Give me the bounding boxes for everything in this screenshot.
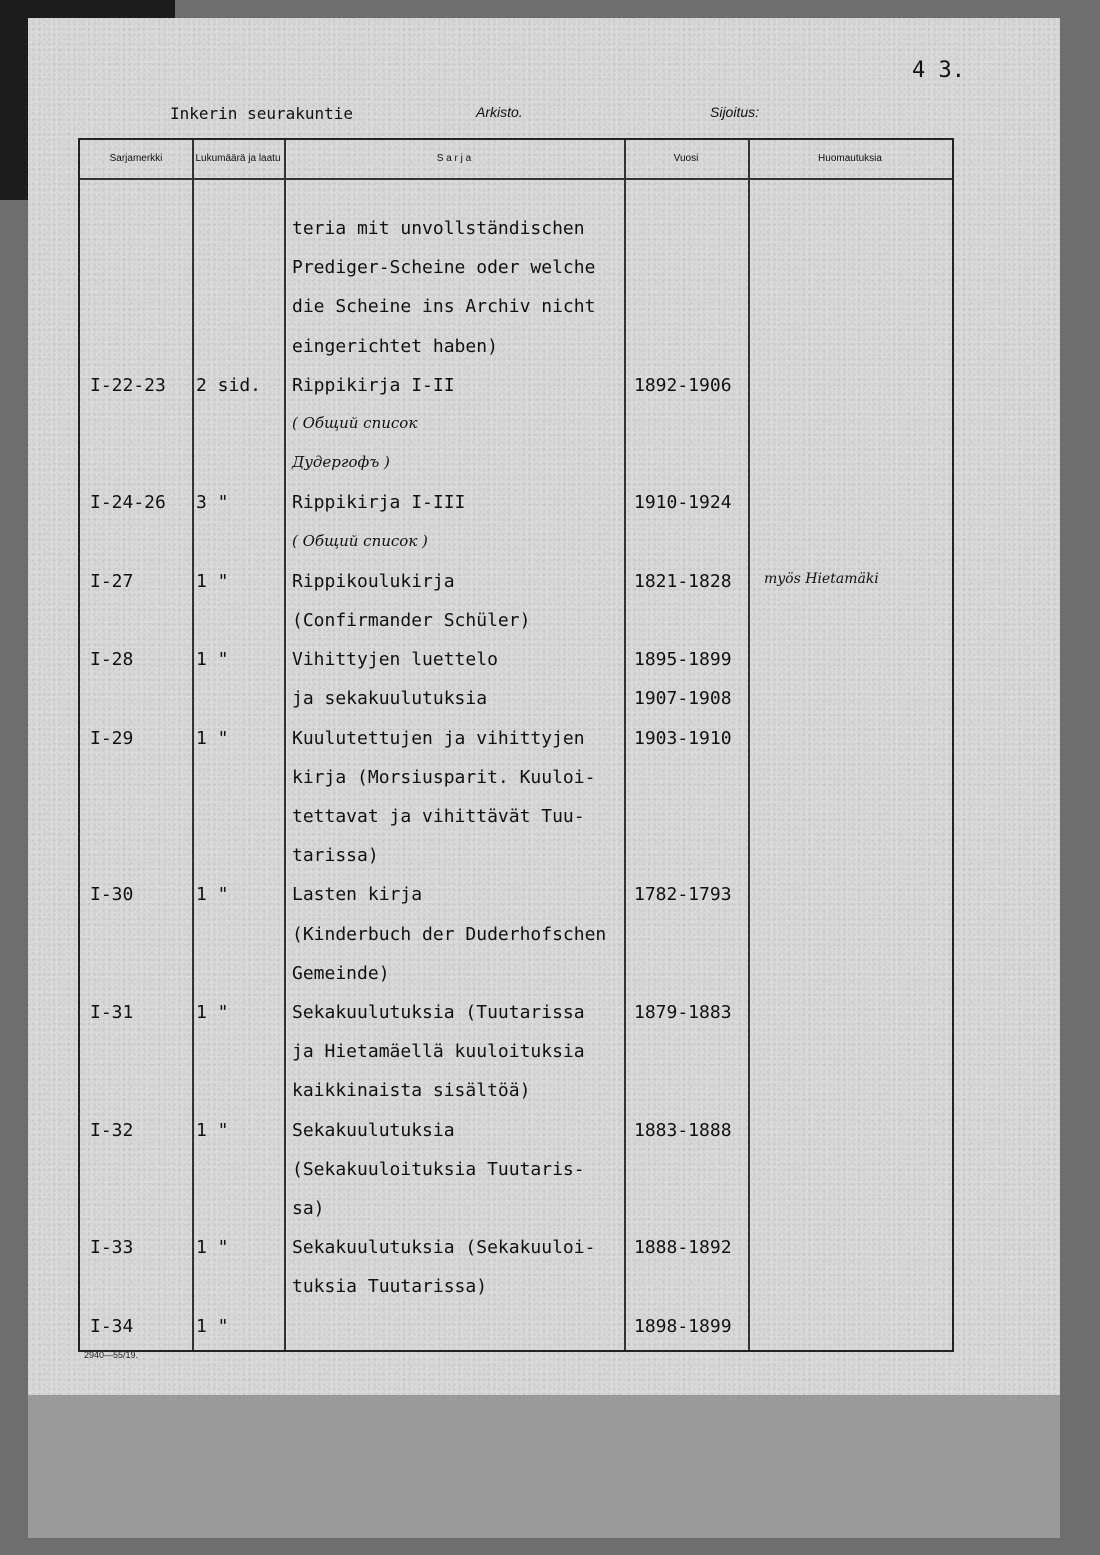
row-years: 1910-1924 [634,492,732,514]
row-years: 1821-1828 [634,570,732,592]
table-row [80,604,952,642]
row-series: Vihittyjen luettelo [292,649,498,671]
table-row [80,486,952,524]
row-years: 1782-1793 [634,884,732,906]
row-years: 1892-1906 [634,374,732,396]
table-row [80,1153,952,1191]
table-row [80,447,952,485]
row-series: Kuulutettujen ja vihittyjen [292,727,585,749]
row-mark: I-27 [90,570,134,592]
column-header-years: Vuosi [673,153,699,164]
row-series: Sekakuulutuksia [292,1119,455,1141]
table-row [80,565,952,603]
row-years: 1879-1883 [634,1002,732,1023]
row-series: (Confirmander Schüler) [292,610,531,631]
row-series: Gemeinde) [292,962,390,984]
column-header-count: Lukumäärä ja laatu [195,153,281,164]
row-series: eingerichtet haben) [292,335,498,357]
row-series: tuksia Tuutarissa) [292,1276,488,1298]
table-row [80,1114,952,1152]
table-row [80,1074,952,1112]
row-mark: I-22-23 [90,374,166,396]
row-mark: I-34 [90,1315,134,1337]
row-series: Rippikirja I-II [292,374,455,396]
row-count: 1 " [196,570,229,592]
row-mark: I-28 [90,649,134,671]
table-row [80,1192,952,1230]
row-series: teria mit unvollständischen [292,218,585,239]
table-row [80,251,952,289]
column-header-mark: Sarjamerkki [109,153,163,164]
row-series: ( Общий список ) [292,531,428,550]
page-number: 4 3. [912,58,965,83]
row-mark: I-30 [90,884,134,906]
row-count: 1 " [196,649,229,671]
row-count: 1 " [196,727,229,749]
row-series: Lasten kirja [292,884,423,906]
row-series: Rippikoulukirja [292,570,455,592]
header-title: Inkerin seurakuntie [170,104,354,123]
row-series: tarissa) [292,845,379,867]
row-years: 1903-1910 [634,727,732,749]
sheet-bottom-shade [28,1395,1060,1538]
row-count: 1 " [196,884,229,906]
row-series: die Scheine ins Archiv nicht [292,296,596,318]
header-divider [80,178,952,180]
row-note: myös Hietamäki [764,570,879,587]
row-series: Дудергофъ ) [292,453,390,472]
row-series: (Kinderbuch der Duderhofschen [292,923,607,945]
row-years: 1895-1899 [634,649,732,671]
row-count: 1 " [196,1119,229,1141]
header-location-label: Sijoitus: [710,104,760,120]
table-row [80,800,952,838]
print-code: 2940—55/19. [84,1350,139,1360]
row-series: Prediger-Scheine oder welche [292,257,596,279]
row-mark: I-24-26 [90,492,166,514]
table-row [80,1270,952,1308]
document-header [170,104,810,130]
row-series: ( Общий список [292,414,418,432]
row-years: 1888-1892 [634,1237,732,1259]
table-row [80,408,952,446]
table-row [80,212,952,250]
row-count: 1 " [196,1315,229,1337]
row-mark: I-29 [90,727,134,749]
row-series: Sekakuulutuksia (Sekakuuloi- [292,1237,596,1259]
table-row [80,682,952,720]
table-row [80,839,952,877]
table-row [80,1310,952,1348]
row-series: Sekakuulutuksia (Tuutarissa [292,1002,585,1023]
table-row [80,290,952,328]
row-count: 1 " [196,1002,229,1023]
row-mark: I-33 [90,1237,134,1259]
table-row [80,918,952,956]
row-years: 1898-1899 [634,1315,732,1337]
row-series: tettavat ja vihittävät Tuu- [292,806,585,827]
row-series: (Sekakuuloituksia Tuutaris- [292,1158,585,1180]
column-header-series: S a r j a [436,153,472,164]
table-row [80,1231,952,1269]
table-row [80,369,952,407]
table-row [80,722,952,760]
row-count: 2 sid. [196,374,262,396]
row-mark: I-31 [90,1002,134,1023]
row-mark: I-32 [90,1119,134,1141]
row-count: 1 " [196,1237,229,1259]
table-row [80,996,952,1034]
header-archive-label: Arkisto. [476,104,523,120]
table-row [80,330,952,368]
table-row [80,957,952,995]
row-count: 3 " [196,492,229,514]
row-series: sa) [292,1198,325,1219]
column-header-notes: Huomautuksia [818,153,882,164]
table-row [80,761,952,799]
table-row [80,643,952,681]
table-row [80,526,952,564]
register-table [78,138,954,1352]
row-series: ja sekakuulutuksia [292,688,488,710]
table-row [80,1035,952,1073]
row-series: kirja (Morsiusparit. Kuuloi- [292,766,596,788]
row-series: Rippikirja I-III [292,492,466,514]
row-years: 1883-1888 [634,1119,732,1141]
row-years: 1907-1908 [634,688,732,710]
table-row [80,878,952,916]
row-series: ja Hietamäellä kuuloituksia [292,1041,585,1063]
row-series: kaikkinaista sisältöä) [292,1080,531,1102]
